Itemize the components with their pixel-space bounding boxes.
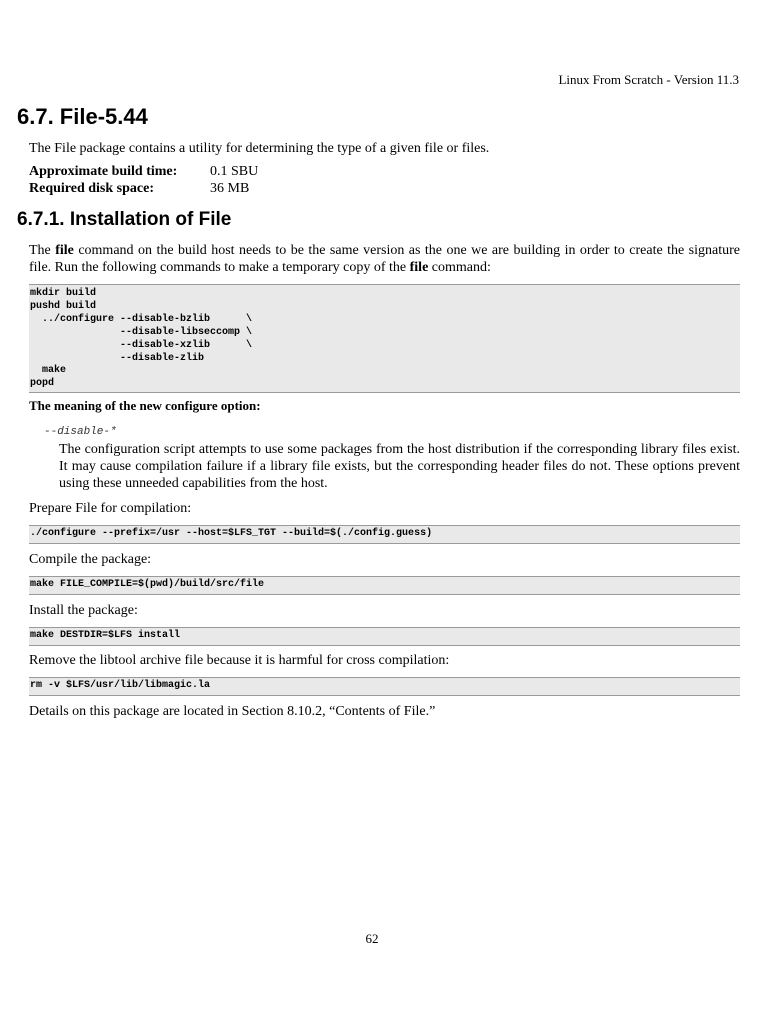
- remove-code-block: [29, 677, 740, 696]
- prepare-instruction: Prepare File for compilation:: [29, 501, 192, 516]
- build-time-value: 0.1 SBU: [210, 164, 259, 179]
- install-text-2: command on the build host needs to be the same version as the one we are building in order to create the signature file. Run the following commands to make a temporary copy of the: [29, 243, 740, 275]
- temp-build-code-block: [29, 284, 740, 393]
- running-header: Linux From Scratch - Version 11.3: [558, 72, 739, 87]
- compile-code-block: [29, 576, 740, 595]
- code-text: make DESTDIR=$LFS install: [30, 630, 181, 641]
- page-number: 62: [365, 931, 379, 946]
- subsection-title: 6.7.1. Installation of File: [17, 209, 232, 230]
- code-text: ./configure --prefix=/usr --host=$LFS_TGT --build=$(./config.guess): [30, 528, 433, 539]
- compile-instruction: Compile the package:: [29, 552, 152, 567]
- file-command: file: [409, 260, 429, 275]
- disk-space-row: [29, 181, 249, 197]
- file-command: file: [55, 243, 74, 258]
- section-title: 6.7. File-5.44: [17, 104, 148, 129]
- install-instruction: Install the package:: [29, 603, 138, 618]
- code-text: mkdir build pushd build ../configure --disable-bzlib \ --disable-libseccomp \ --disable-xzlib \ --disable-zlib make popd: [30, 288, 253, 390]
- remove-instruction: Remove the libtool archive file because it is harmful for cross compilation:: [29, 653, 450, 668]
- build-time-row: [29, 164, 258, 180]
- install-code-block: [29, 627, 740, 646]
- install-text-3: command:: [428, 260, 491, 275]
- option-description: The configuration script attempts to use some packages from the host distribution if the corresponding library files exist. It may cause compilation failure if a library file exists, but the corresponding header files do not. These options prevent using these unneeded capabilities from the host.: [59, 442, 740, 491]
- install-text-1: The: [29, 243, 56, 258]
- disk-space-value: 36 MB: [210, 181, 250, 196]
- build-time-label: Approximate build time:: [29, 164, 178, 179]
- code-text: make FILE_COMPILE=$(pwd)/build/src/file: [30, 579, 265, 590]
- meaning-heading: The meaning of the new configure option:: [29, 398, 261, 413]
- disk-space-label: Required disk space:: [29, 181, 154, 196]
- option-term: --disable-*: [44, 426, 117, 438]
- details-reference: Details on this package are located in Section 8.10.2, “Contents of File.”: [29, 704, 436, 719]
- configure-code-block: [29, 525, 740, 544]
- code-text: rm -v $LFS/usr/lib/libmagic.la: [30, 680, 211, 691]
- package-intro: The File package contains a utility for determining the type of a given file or files.: [29, 141, 490, 156]
- install-paragraph: [29, 242, 740, 276]
